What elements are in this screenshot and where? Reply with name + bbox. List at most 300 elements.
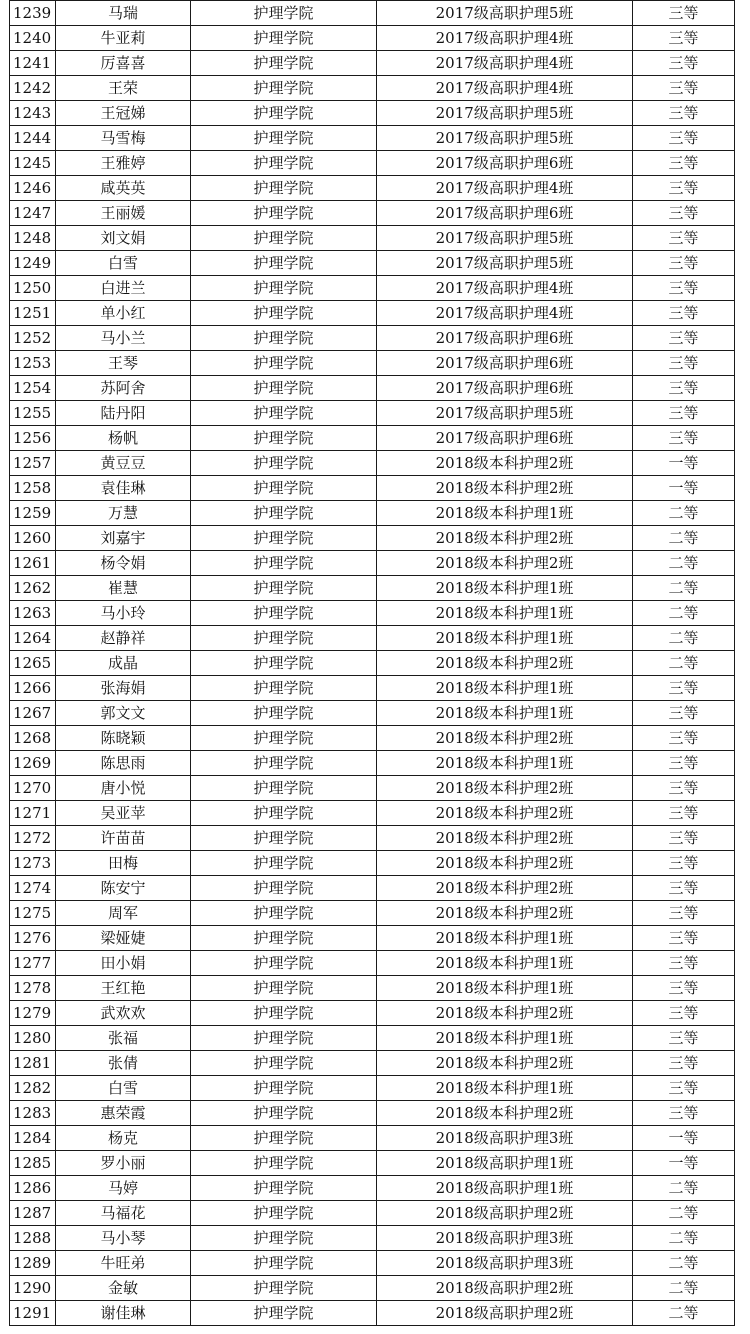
college-cell: 护理学院 (191, 1276, 377, 1301)
award-level-cell: 三等 (633, 726, 735, 751)
class-cell: 2018级本科护理2班 (377, 726, 633, 751)
college-cell: 护理学院 (191, 226, 377, 251)
award-level-cell: 三等 (633, 876, 735, 901)
college-cell: 护理学院 (191, 551, 377, 576)
college-cell: 护理学院 (191, 1076, 377, 1101)
college-cell: 护理学院 (191, 76, 377, 101)
class-cell: 2018级本科护理2班 (377, 526, 633, 551)
award-level-cell: 二等 (633, 601, 735, 626)
table-row (10, 1026, 735, 1051)
award-level-cell: 三等 (633, 26, 735, 51)
class-cell: 2017级高职护理4班 (377, 76, 633, 101)
college-cell: 护理学院 (191, 351, 377, 376)
row-number-cell: 1267 (10, 701, 56, 726)
row-number-cell: 1283 (10, 1101, 56, 1126)
table-row (10, 326, 735, 351)
award-level-cell: 三等 (633, 101, 735, 126)
student-name-cell: 马小琴 (56, 1226, 191, 1251)
row-number-cell: 1248 (10, 226, 56, 251)
award-list (9, 0, 734, 1326)
class-cell: 2018级本科护理1班 (377, 576, 633, 601)
class-cell: 2017级高职护理4班 (377, 176, 633, 201)
college-cell: 护理学院 (191, 1026, 377, 1051)
table-row (10, 251, 735, 276)
student-name-cell: 厉喜喜 (56, 51, 191, 76)
college-cell: 护理学院 (191, 601, 377, 626)
table-row (10, 1151, 735, 1176)
award-level-cell: 二等 (633, 1201, 735, 1226)
college-cell: 护理学院 (191, 501, 377, 526)
college-cell: 护理学院 (191, 1126, 377, 1151)
table-row (10, 976, 735, 1001)
row-number-cell: 1264 (10, 626, 56, 651)
college-cell: 护理学院 (191, 901, 377, 926)
award-level-cell: 二等 (633, 526, 735, 551)
student-name-cell: 王荣 (56, 76, 191, 101)
table-row (10, 526, 735, 551)
class-cell: 2017级高职护理6班 (377, 151, 633, 176)
award-level-cell: 三等 (633, 926, 735, 951)
class-cell: 2018级高职护理3班 (377, 1226, 633, 1251)
row-number-cell: 1256 (10, 426, 56, 451)
award-level-cell: 三等 (633, 301, 735, 326)
row-number-cell: 1280 (10, 1026, 56, 1051)
table-row (10, 76, 735, 101)
class-cell: 2017级高职护理5班 (377, 401, 633, 426)
award-level-cell: 三等 (633, 401, 735, 426)
student-name-cell: 郭文文 (56, 701, 191, 726)
class-cell: 2018级高职护理1班 (377, 1151, 633, 1176)
college-cell: 护理学院 (191, 1226, 377, 1251)
row-number-cell: 1254 (10, 376, 56, 401)
row-number-cell: 1286 (10, 1176, 56, 1201)
class-cell: 2018级本科护理2班 (377, 1101, 633, 1126)
class-cell: 2017级高职护理5班 (377, 226, 633, 251)
college-cell: 护理学院 (191, 51, 377, 76)
row-number-cell: 1249 (10, 251, 56, 276)
student-name-cell: 许苗苗 (56, 826, 191, 851)
college-cell: 护理学院 (191, 476, 377, 501)
award-level-cell: 三等 (633, 851, 735, 876)
row-number-cell: 1261 (10, 551, 56, 576)
student-name-cell: 成晶 (56, 651, 191, 676)
table-row (10, 201, 735, 226)
table-row (10, 451, 735, 476)
award-level-cell: 三等 (633, 76, 735, 101)
row-number-cell: 1269 (10, 751, 56, 776)
award-level-cell: 二等 (633, 1251, 735, 1276)
table-row (10, 651, 735, 676)
college-cell: 护理学院 (191, 1251, 377, 1276)
student-name-cell: 武欢欢 (56, 1001, 191, 1026)
class-cell: 2018级本科护理2班 (377, 901, 633, 926)
table-row (10, 1251, 735, 1276)
class-cell: 2017级高职护理4班 (377, 301, 633, 326)
class-cell: 2018级本科护理1班 (377, 1026, 633, 1051)
college-cell: 护理学院 (191, 951, 377, 976)
table-row (10, 801, 735, 826)
class-cell: 2018级本科护理1班 (377, 1076, 633, 1101)
class-cell: 2018级本科护理1班 (377, 976, 633, 1001)
award-level-cell: 一等 (633, 451, 735, 476)
student-name-cell: 罗小丽 (56, 1151, 191, 1176)
table-row (10, 376, 735, 401)
class-cell: 2018级高职护理1班 (377, 1176, 633, 1201)
row-number-cell: 1250 (10, 276, 56, 301)
class-cell: 2018级本科护理2班 (377, 776, 633, 801)
award-level-cell: 三等 (633, 376, 735, 401)
student-name-cell: 梁娅婕 (56, 926, 191, 951)
table-row (10, 701, 735, 726)
college-cell: 护理学院 (191, 576, 377, 601)
student-name-cell: 谢佳琳 (56, 1301, 191, 1326)
award-level-cell: 三等 (633, 801, 735, 826)
college-cell: 护理学院 (191, 751, 377, 776)
row-number-cell: 1245 (10, 151, 56, 176)
award-level-cell: 二等 (633, 651, 735, 676)
table-row (10, 901, 735, 926)
table-row (10, 726, 735, 751)
award-level-cell: 三等 (633, 751, 735, 776)
student-name-cell: 马雪梅 (56, 126, 191, 151)
award-level-cell: 二等 (633, 1226, 735, 1251)
student-name-cell: 金敏 (56, 1276, 191, 1301)
table-row (10, 51, 735, 76)
college-cell: 护理学院 (191, 126, 377, 151)
award-level-cell: 三等 (633, 251, 735, 276)
class-cell: 2017级高职护理4班 (377, 276, 633, 301)
award-level-cell: 二等 (633, 551, 735, 576)
student-name-cell: 牛旺弟 (56, 1251, 191, 1276)
student-name-cell: 周军 (56, 901, 191, 926)
class-cell: 2017级高职护理6班 (377, 326, 633, 351)
row-number-cell: 1252 (10, 326, 56, 351)
row-number-cell: 1244 (10, 126, 56, 151)
award-level-cell: 三等 (633, 1, 735, 26)
award-level-cell: 三等 (633, 326, 735, 351)
award-level-cell: 三等 (633, 201, 735, 226)
student-name-cell: 杨克 (56, 1126, 191, 1151)
student-name-cell: 白雪 (56, 251, 191, 276)
table-row (10, 851, 735, 876)
college-cell: 护理学院 (191, 326, 377, 351)
row-number-cell: 1265 (10, 651, 56, 676)
college-cell: 护理学院 (191, 201, 377, 226)
row-number-cell: 1282 (10, 1076, 56, 1101)
row-number-cell: 1241 (10, 51, 56, 76)
row-number-cell: 1243 (10, 101, 56, 126)
table-row (10, 1226, 735, 1251)
class-cell: 2018级高职护理3班 (377, 1126, 633, 1151)
table-row (10, 226, 735, 251)
class-cell: 2018级本科护理2班 (377, 476, 633, 501)
class-cell: 2018级本科护理2班 (377, 1001, 633, 1026)
student-name-cell: 马小玲 (56, 601, 191, 626)
table-row (10, 751, 735, 776)
college-cell: 护理学院 (191, 426, 377, 451)
college-cell: 护理学院 (191, 651, 377, 676)
row-number-cell: 1263 (10, 601, 56, 626)
class-cell: 2018级本科护理2班 (377, 451, 633, 476)
college-cell: 护理学院 (191, 276, 377, 301)
college-cell: 护理学院 (191, 976, 377, 1001)
student-name-cell: 张福 (56, 1026, 191, 1051)
college-cell: 护理学院 (191, 526, 377, 551)
student-name-cell: 杨帆 (56, 426, 191, 451)
college-cell: 护理学院 (191, 1101, 377, 1126)
table-row (10, 1126, 735, 1151)
row-number-cell: 1247 (10, 201, 56, 226)
row-number-cell: 1274 (10, 876, 56, 901)
row-number-cell: 1281 (10, 1051, 56, 1076)
class-cell: 2018级高职护理2班 (377, 1276, 633, 1301)
class-cell: 2018级本科护理2班 (377, 1051, 633, 1076)
award-level-cell: 二等 (633, 501, 735, 526)
row-number-cell: 1289 (10, 1251, 56, 1276)
award-level-cell: 二等 (633, 576, 735, 601)
award-level-cell: 三等 (633, 1026, 735, 1051)
college-cell: 护理学院 (191, 1176, 377, 1201)
row-number-cell: 1288 (10, 1226, 56, 1251)
row-number-cell: 1255 (10, 401, 56, 426)
college-cell: 护理学院 (191, 376, 377, 401)
student-name-cell: 吴亚苹 (56, 801, 191, 826)
row-number-cell: 1275 (10, 901, 56, 926)
row-number-cell: 1290 (10, 1276, 56, 1301)
award-level-cell: 二等 (633, 1276, 735, 1301)
student-name-cell: 王雅婷 (56, 151, 191, 176)
table-row (10, 101, 735, 126)
class-cell: 2018级本科护理1班 (377, 951, 633, 976)
class-cell: 2018级本科护理1班 (377, 751, 633, 776)
row-number-cell: 1253 (10, 351, 56, 376)
college-cell: 护理学院 (191, 1001, 377, 1026)
row-number-cell: 1272 (10, 826, 56, 851)
college-cell: 护理学院 (191, 301, 377, 326)
award-level-cell: 一等 (633, 1126, 735, 1151)
class-cell: 2018级本科护理1班 (377, 701, 633, 726)
award-level-cell: 三等 (633, 826, 735, 851)
student-name-cell: 袁佳琳 (56, 476, 191, 501)
row-number-cell: 1259 (10, 501, 56, 526)
award-level-cell: 三等 (633, 701, 735, 726)
class-cell: 2018级本科护理1班 (377, 601, 633, 626)
student-name-cell: 田小娟 (56, 951, 191, 976)
award-level-cell: 一等 (633, 476, 735, 501)
table-row (10, 476, 735, 501)
college-cell: 护理学院 (191, 251, 377, 276)
table-body (10, 1, 735, 1326)
award-level-cell: 三等 (633, 276, 735, 301)
college-cell: 护理学院 (191, 726, 377, 751)
row-number-cell: 1258 (10, 476, 56, 501)
college-cell: 护理学院 (191, 926, 377, 951)
student-name-cell: 白雪 (56, 1076, 191, 1101)
college-cell: 护理学院 (191, 26, 377, 51)
award-level-cell: 三等 (633, 1051, 735, 1076)
student-name-cell: 王冠娣 (56, 101, 191, 126)
award-level-cell: 三等 (633, 351, 735, 376)
student-name-cell: 咸英英 (56, 176, 191, 201)
student-name-cell: 白进兰 (56, 276, 191, 301)
row-number-cell: 1257 (10, 451, 56, 476)
class-cell: 2017级高职护理4班 (377, 26, 633, 51)
table-row (10, 1176, 735, 1201)
student-name-cell: 马瑞 (56, 1, 191, 26)
table-row (10, 126, 735, 151)
row-number-cell: 1239 (10, 1, 56, 26)
row-number-cell: 1268 (10, 726, 56, 751)
student-name-cell: 马福花 (56, 1201, 191, 1226)
table-row (10, 626, 735, 651)
student-name-cell: 马婷 (56, 1176, 191, 1201)
class-cell: 2018级高职护理2班 (377, 1201, 633, 1226)
table-row (10, 601, 735, 626)
row-number-cell: 1271 (10, 801, 56, 826)
row-number-cell: 1285 (10, 1151, 56, 1176)
student-name-cell: 张倩 (56, 1051, 191, 1076)
class-cell: 2018级本科护理1班 (377, 676, 633, 701)
class-cell: 2018级本科护理1班 (377, 501, 633, 526)
table-row (10, 876, 735, 901)
table-row (10, 276, 735, 301)
award-level-cell: 三等 (633, 776, 735, 801)
table-row (10, 1, 735, 26)
college-cell: 护理学院 (191, 776, 377, 801)
table-row (10, 26, 735, 51)
table-row (10, 501, 735, 526)
row-number-cell: 1279 (10, 1001, 56, 1026)
row-number-cell: 1278 (10, 976, 56, 1001)
student-name-cell: 牛亚莉 (56, 26, 191, 51)
award-level-cell: 三等 (633, 426, 735, 451)
college-cell: 护理学院 (191, 1051, 377, 1076)
table-row (10, 576, 735, 601)
table-row (10, 301, 735, 326)
table-row (10, 826, 735, 851)
class-cell: 2017级高职护理5班 (377, 1, 633, 26)
student-name-cell: 赵静祥 (56, 626, 191, 651)
award-level-cell: 三等 (633, 676, 735, 701)
college-cell: 护理学院 (191, 1, 377, 26)
student-name-cell: 刘文娟 (56, 226, 191, 251)
class-cell: 2018级本科护理2班 (377, 851, 633, 876)
award-level-cell: 三等 (633, 1076, 735, 1101)
row-number-cell: 1284 (10, 1126, 56, 1151)
student-name-cell: 张海娟 (56, 676, 191, 701)
college-cell: 护理学院 (191, 851, 377, 876)
award-level-cell: 三等 (633, 151, 735, 176)
table-row (10, 1076, 735, 1101)
table-row (10, 676, 735, 701)
student-name-cell: 田梅 (56, 851, 191, 876)
class-cell: 2018级本科护理2班 (377, 876, 633, 901)
class-cell: 2018级本科护理2班 (377, 801, 633, 826)
award-level-cell: 三等 (633, 176, 735, 201)
student-name-cell: 王丽媛 (56, 201, 191, 226)
table-row (10, 351, 735, 376)
row-number-cell: 1276 (10, 926, 56, 951)
award-level-cell: 二等 (633, 1176, 735, 1201)
award-level-cell: 三等 (633, 51, 735, 76)
college-cell: 护理学院 (191, 451, 377, 476)
table-row (10, 426, 735, 451)
award-table (9, 0, 735, 1326)
student-name-cell: 陈安宁 (56, 876, 191, 901)
class-cell: 2018级本科护理1班 (377, 926, 633, 951)
student-name-cell: 马小兰 (56, 326, 191, 351)
student-name-cell: 王琴 (56, 351, 191, 376)
row-number-cell: 1242 (10, 76, 56, 101)
college-cell: 护理学院 (191, 826, 377, 851)
table-row (10, 401, 735, 426)
award-level-cell: 三等 (633, 126, 735, 151)
college-cell: 护理学院 (191, 1201, 377, 1226)
award-level-cell: 一等 (633, 1151, 735, 1176)
table-row (10, 776, 735, 801)
row-number-cell: 1277 (10, 951, 56, 976)
award-level-cell: 三等 (633, 1101, 735, 1126)
college-cell: 护理学院 (191, 401, 377, 426)
row-number-cell: 1251 (10, 301, 56, 326)
row-number-cell: 1246 (10, 176, 56, 201)
class-cell: 2017级高职护理6班 (377, 426, 633, 451)
row-number-cell: 1270 (10, 776, 56, 801)
row-number-cell: 1291 (10, 1301, 56, 1326)
class-cell: 2018级高职护理3班 (377, 1251, 633, 1276)
college-cell: 护理学院 (191, 626, 377, 651)
class-cell: 2017级高职护理5班 (377, 126, 633, 151)
row-number-cell: 1260 (10, 526, 56, 551)
table-row (10, 151, 735, 176)
award-level-cell: 三等 (633, 951, 735, 976)
college-cell: 护理学院 (191, 801, 377, 826)
student-name-cell: 刘嘉宇 (56, 526, 191, 551)
college-cell: 护理学院 (191, 1301, 377, 1326)
table-row (10, 1201, 735, 1226)
college-cell: 护理学院 (191, 701, 377, 726)
student-name-cell: 惠荣霞 (56, 1101, 191, 1126)
student-name-cell: 杨令娟 (56, 551, 191, 576)
row-number-cell: 1262 (10, 576, 56, 601)
student-name-cell: 陈思雨 (56, 751, 191, 776)
table-row (10, 1276, 735, 1301)
row-number-cell: 1287 (10, 1201, 56, 1226)
table-row (10, 926, 735, 951)
class-cell: 2017级高职护理6班 (377, 351, 633, 376)
student-name-cell: 崔慧 (56, 576, 191, 601)
class-cell: 2018级本科护理2班 (377, 826, 633, 851)
student-name-cell: 万慧 (56, 501, 191, 526)
row-number-cell: 1240 (10, 26, 56, 51)
student-name-cell: 苏阿舍 (56, 376, 191, 401)
class-cell: 2018级本科护理1班 (377, 626, 633, 651)
college-cell: 护理学院 (191, 1151, 377, 1176)
class-cell: 2017级高职护理6班 (377, 376, 633, 401)
table-row (10, 551, 735, 576)
student-name-cell: 王红艳 (56, 976, 191, 1001)
award-level-cell: 二等 (633, 1301, 735, 1326)
award-level-cell: 三等 (633, 976, 735, 1001)
college-cell: 护理学院 (191, 676, 377, 701)
class-cell: 2018级本科护理2班 (377, 551, 633, 576)
row-number-cell: 1266 (10, 676, 56, 701)
student-name-cell: 单小红 (56, 301, 191, 326)
class-cell: 2018级本科护理2班 (377, 651, 633, 676)
class-cell: 2017级高职护理5班 (377, 101, 633, 126)
table-row (10, 176, 735, 201)
table-row (10, 1101, 735, 1126)
